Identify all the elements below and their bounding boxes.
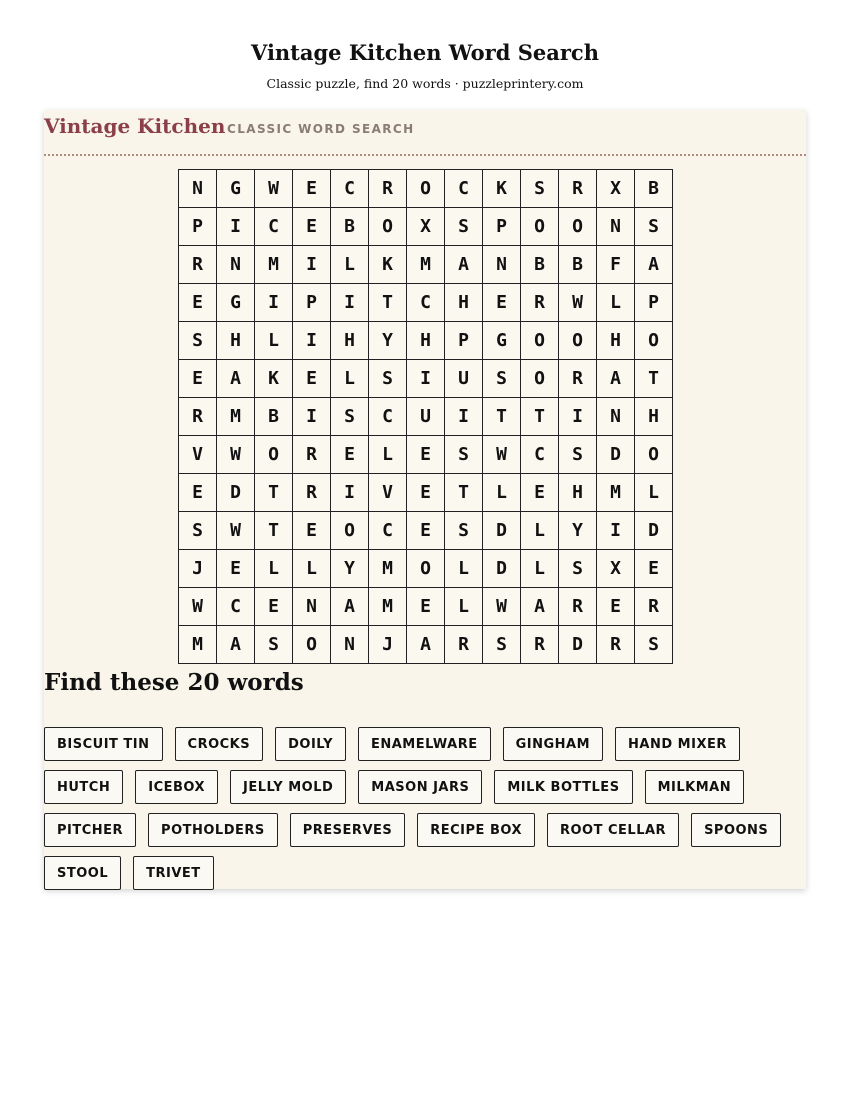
grid-cell[interactable]: C [331, 170, 369, 208]
grid-cell[interactable]: O [521, 360, 559, 398]
word-chip[interactable]: ENAMELWARE [358, 727, 491, 761]
grid-cell[interactable]: T [255, 474, 293, 512]
grid-cell[interactable]: E [407, 588, 445, 626]
grid-cell[interactable]: I [293, 246, 331, 284]
grid-cell[interactable]: I [293, 322, 331, 360]
grid-cell[interactable]: Y [331, 550, 369, 588]
grid-cell[interactable]: K [483, 170, 521, 208]
grid-cell[interactable]: R [635, 588, 673, 626]
grid-cell[interactable]: T [635, 360, 673, 398]
word-chip[interactable]: PRESERVES [290, 813, 405, 847]
word-chip[interactable]: HUTCH [44, 770, 123, 804]
grid-cell[interactable]: L [445, 588, 483, 626]
grid-cell[interactable]: P [635, 284, 673, 322]
grid-cell[interactable]: O [255, 436, 293, 474]
grid-cell[interactable]: H [217, 322, 255, 360]
grid-cell[interactable]: W [217, 512, 255, 550]
grid-cell[interactable]: W [559, 284, 597, 322]
grid-cell[interactable]: S [483, 626, 521, 664]
grid-cell[interactable]: D [483, 512, 521, 550]
grid-cell[interactable]: E [597, 588, 635, 626]
word-chip[interactable]: BISCUIT TIN [44, 727, 163, 761]
grid-cell[interactable]: C [255, 208, 293, 246]
grid-cell[interactable]: X [597, 170, 635, 208]
grid-cell[interactable]: J [369, 626, 407, 664]
grid-cell[interactable]: M [369, 588, 407, 626]
grid-cell[interactable]: L [331, 360, 369, 398]
word-chip[interactable]: HAND MIXER [615, 727, 740, 761]
grid-cell[interactable]: A [217, 626, 255, 664]
grid-cell[interactable]: B [331, 208, 369, 246]
word-chip[interactable]: RECIPE BOX [417, 813, 535, 847]
grid-cell[interactable]: N [597, 208, 635, 246]
page-title: Vintage Kitchen Word Search [251, 40, 599, 65]
grid-cell[interactable]: W [255, 170, 293, 208]
word-chip[interactable]: DOILY [275, 727, 346, 761]
grid-cell[interactable]: I [559, 398, 597, 436]
grid-cell[interactable]: S [635, 208, 673, 246]
grid-cell[interactable]: T [369, 284, 407, 322]
grid-cell[interactable]: U [407, 398, 445, 436]
grid-cell[interactable]: T [483, 398, 521, 436]
grid-cell[interactable]: M [255, 246, 293, 284]
grid-cell[interactable]: S [445, 512, 483, 550]
grid-cell[interactable]: O [521, 208, 559, 246]
grid-cell[interactable]: S [331, 398, 369, 436]
grid-cell[interactable]: S [445, 436, 483, 474]
grid-cell[interactable]: O [521, 322, 559, 360]
grid-cell[interactable]: L [521, 512, 559, 550]
grid-cell[interactable]: E [635, 550, 673, 588]
grid-cell[interactable]: N [483, 246, 521, 284]
grid-cell[interactable]: I [293, 398, 331, 436]
grid-cell[interactable]: E [179, 474, 217, 512]
grid-cell[interactable]: D [597, 436, 635, 474]
grid-cell[interactable]: M [407, 246, 445, 284]
grid-cell[interactable]: A [635, 246, 673, 284]
grid-cell[interactable]: G [217, 284, 255, 322]
grid-cell[interactable]: C [521, 436, 559, 474]
grid-cell[interactable]: L [521, 550, 559, 588]
grid-cell[interactable]: I [217, 208, 255, 246]
grid-cell[interactable]: O [559, 322, 597, 360]
grid-cell[interactable]: S [179, 322, 217, 360]
grid-cell[interactable]: N [179, 170, 217, 208]
grid-cell[interactable]: L [255, 550, 293, 588]
grid-cell[interactable]: B [255, 398, 293, 436]
grid-cell[interactable]: L [293, 550, 331, 588]
grid-cell[interactable]: I [331, 284, 369, 322]
grid-cell[interactable]: R [597, 626, 635, 664]
word-chip[interactable]: PITCHER [44, 813, 136, 847]
grid-cell[interactable]: E [483, 284, 521, 322]
grid-cell[interactable]: H [559, 474, 597, 512]
grid-cell[interactable]: S [179, 512, 217, 550]
grid-cell[interactable]: O [407, 170, 445, 208]
grid-cell[interactable]: O [331, 512, 369, 550]
grid-cell[interactable]: E [407, 512, 445, 550]
grid-cell[interactable]: O [293, 626, 331, 664]
grid-cell[interactable]: O [635, 322, 673, 360]
brand-title: Vintage Kitchen [44, 114, 226, 138]
word-chip[interactable]: CROCKS [175, 727, 264, 761]
word-chip[interactable]: STOOL [44, 856, 121, 890]
grid-cell[interactable]: R [559, 170, 597, 208]
grid-cell[interactable]: E [179, 284, 217, 322]
grid-cell[interactable]: E [407, 436, 445, 474]
grid-cell[interactable]: W [179, 588, 217, 626]
grid-cell[interactable]: T [445, 474, 483, 512]
grid-cell[interactable]: R [293, 436, 331, 474]
grid-cell[interactable]: S [521, 170, 559, 208]
grid-cell[interactable]: S [483, 360, 521, 398]
grid-cell[interactable]: S [559, 436, 597, 474]
grid-cell[interactable]: B [521, 246, 559, 284]
grid-cell[interactable]: M [369, 550, 407, 588]
grid-cell[interactable]: H [445, 284, 483, 322]
word-chip[interactable]: GINGHAM [503, 727, 603, 761]
grid-cell[interactable]: S [445, 208, 483, 246]
grid-cell[interactable]: I [255, 284, 293, 322]
grid-cell[interactable]: D [217, 474, 255, 512]
grid-cell[interactable]: L [255, 322, 293, 360]
grid-cell[interactable]: P [483, 208, 521, 246]
grid-cell[interactable]: I [445, 398, 483, 436]
grid-cell[interactable]: A [597, 360, 635, 398]
grid-cell[interactable]: B [635, 170, 673, 208]
grid-cell[interactable]: R [293, 474, 331, 512]
grid-cell[interactable]: I [597, 512, 635, 550]
grid-cell[interactable]: C [369, 512, 407, 550]
grid-cell[interactable]: K [369, 246, 407, 284]
card-header [44, 110, 806, 156]
grid-cell[interactable]: L [597, 284, 635, 322]
grid-cell[interactable]: E [217, 550, 255, 588]
grid-cell[interactable]: G [217, 170, 255, 208]
grid-cell[interactable]: H [407, 322, 445, 360]
grid-cell[interactable]: M [179, 626, 217, 664]
grid-cell[interactable]: O [559, 208, 597, 246]
grid-cell[interactable]: P [445, 322, 483, 360]
word-chip[interactable]: MASON JARS [358, 770, 482, 804]
grid-cell[interactable]: V [179, 436, 217, 474]
grid-cell[interactable]: D [559, 626, 597, 664]
grid-cell[interactable]: N [217, 246, 255, 284]
grid-cell[interactable]: E [293, 170, 331, 208]
grid-cell[interactable]: X [597, 550, 635, 588]
grid-cell[interactable]: A [331, 588, 369, 626]
grid-cell[interactable]: E [179, 360, 217, 398]
grid-cell[interactable]: A [521, 588, 559, 626]
grid-cell[interactable]: E [521, 474, 559, 512]
grid-cell[interactable]: V [369, 474, 407, 512]
grid-cell[interactable]: O [407, 550, 445, 588]
word-chip[interactable]: TRIVET [133, 856, 214, 890]
grid-cell[interactable]: P [179, 208, 217, 246]
grid-cell[interactable]: S [559, 550, 597, 588]
word-list [44, 727, 806, 890]
grid-cell[interactable]: R [521, 284, 559, 322]
grid-cell[interactable]: R [445, 626, 483, 664]
grid-cell[interactable]: C [445, 170, 483, 208]
grid-cell[interactable]: L [369, 436, 407, 474]
page-subtitle: Classic puzzle, find 20 words · puzzleprintery.com [266, 76, 584, 91]
grid-cell[interactable]: S [369, 360, 407, 398]
grid-cell[interactable]: N [597, 398, 635, 436]
grid-cell[interactable]: H [635, 398, 673, 436]
grid-cell[interactable]: M [597, 474, 635, 512]
grid-cell[interactable]: J [179, 550, 217, 588]
grid-cell[interactable]: L [483, 474, 521, 512]
grid-cell[interactable]: R [179, 246, 217, 284]
grid-cell[interactable]: A [445, 246, 483, 284]
grid-cell[interactable]: W [483, 588, 521, 626]
word-chip[interactable]: MILK BOTTLES [494, 770, 632, 804]
grid-cell[interactable]: B [559, 246, 597, 284]
grid-cell[interactable]: X [407, 208, 445, 246]
grid-cell[interactable]: I [331, 474, 369, 512]
grid-cell[interactable]: L [331, 246, 369, 284]
grid-cell[interactable]: C [407, 284, 445, 322]
grid-cell[interactable]: R [559, 588, 597, 626]
grid-cell[interactable]: A [407, 626, 445, 664]
grid-cell[interactable]: R [521, 626, 559, 664]
letter-grid [178, 169, 673, 664]
grid-cell[interactable]: E [407, 474, 445, 512]
grid-cell[interactable]: Y [559, 512, 597, 550]
grid-cell[interactable]: R [369, 170, 407, 208]
grid-cell[interactable]: O [635, 436, 673, 474]
brand-subtitle: CLASSIC WORD SEARCH [227, 122, 415, 136]
grid-cell[interactable]: E [293, 208, 331, 246]
grid-cell[interactable]: L [635, 474, 673, 512]
grid-cell[interactable]: E [293, 360, 331, 398]
words-title: Find these 20 words [44, 669, 304, 696]
grid-cell[interactable]: R [559, 360, 597, 398]
grid-cell[interactable]: E [331, 436, 369, 474]
grid-cell[interactable]: A [217, 360, 255, 398]
grid-cell[interactable]: P [293, 284, 331, 322]
word-chip[interactable]: SPOONS [691, 813, 781, 847]
grid-cell[interactable]: O [369, 208, 407, 246]
word-chip[interactable]: JELLY MOLD [230, 770, 346, 804]
grid-cell[interactable]: E [255, 588, 293, 626]
grid-cell[interactable]: W [483, 436, 521, 474]
grid-cell[interactable]: R [179, 398, 217, 436]
word-chip[interactable]: ICEBOX [135, 770, 218, 804]
grid-cell[interactable]: K [255, 360, 293, 398]
grid-cell[interactable]: D [483, 550, 521, 588]
grid-cell[interactable]: C [369, 398, 407, 436]
grid-cell[interactable]: D [635, 512, 673, 550]
word-chip[interactable]: POTHOLDERS [148, 813, 278, 847]
puzzle-card [44, 110, 806, 889]
word-chip[interactable]: ROOT CELLAR [547, 813, 679, 847]
grid-cell[interactable]: S [255, 626, 293, 664]
grid-cell[interactable]: I [407, 360, 445, 398]
grid-cell[interactable]: F [597, 246, 635, 284]
grid-cell[interactable]: S [635, 626, 673, 664]
grid-cell[interactable]: G [483, 322, 521, 360]
grid-cell[interactable]: H [597, 322, 635, 360]
grid-cell[interactable]: E [293, 512, 331, 550]
grid-cell[interactable]: C [217, 588, 255, 626]
grid-cell[interactable]: N [293, 588, 331, 626]
grid-cell[interactable]: L [445, 550, 483, 588]
grid-cell[interactable]: M [217, 398, 255, 436]
grid-cell[interactable]: H [331, 322, 369, 360]
grid-cell[interactable]: W [217, 436, 255, 474]
page-header [0, 38, 850, 92]
grid-cell[interactable]: N [331, 626, 369, 664]
grid-cell[interactable]: T [521, 398, 559, 436]
grid-cell[interactable]: Y [369, 322, 407, 360]
grid-cell[interactable]: U [445, 360, 483, 398]
grid-cell[interactable]: T [255, 512, 293, 550]
word-chip[interactable]: MILKMAN [645, 770, 745, 804]
